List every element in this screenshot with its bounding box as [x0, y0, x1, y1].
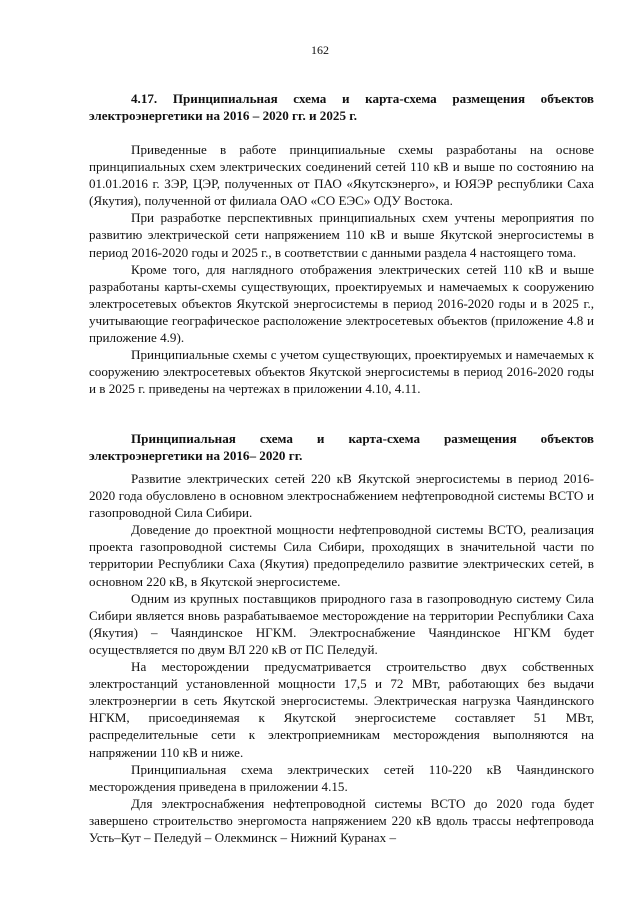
paragraph: Принципиальные схемы с учетом существующих, проектируемых и намечаемых к сооружению электросетевых объектов Якутской энергосистемы в период 2016-2020 годы и в 2025 г. приведены на чертежах в приложении 4.10, 4.11.: [89, 347, 594, 397]
section-heading: 4.17. Принципиальная схема и карта-схема размещения объектов электроэнергетики на 2016 – 2020 гг. и 2025 г.: [89, 91, 594, 124]
page-number: 162: [311, 43, 329, 57]
section-4-17-body: [89, 141, 594, 397]
paragraph: Развитие электрических сетей 220 кВ Якутской энергосистемы в период 2016-2020 года обусловлено в основном электроснабжением нефтепроводной системы ВСТО и газопроводной Сила Сибири.: [89, 471, 594, 521]
subsection-heading-block: [89, 430, 594, 464]
paragraph: Приведенные в работе принципиальные схемы разработаны на основе принципиальных схем электрических соединений сетей 110 кВ и выше по состоянию на 01.01.2016 г. ЗЭР, ЦЭР, полученных от ПАО «Якутскэнерго», и ЮЯЭР республики Саха (Якутия), полученной от филиала ОАО «СО ЕЭС» ОДУ Востока.: [89, 142, 594, 209]
paragraph: На месторождении предусматривается строительство двух собственных электростанций установленной мощности 17,5 и 72 МВт, работающих без выдачи электроэнергии в сеть Якутской энергосистемы. Электрическая нагрузка Чаяндинского НГКМ, присоединяемая к Якутской энергосистеме составляет 51 МВт, распределительные сети к электроприемникам месторождения выполняются на напряжении 110 кВ и ниже.: [89, 659, 594, 760]
paragraph: Доведение до проектной мощности нефтепроводной системы ВСТО, реализация проекта газопроводной системы Сила Сибири, проходящих в значительной части по территории Республики Саха (Якутия) предопределило развитие электрических сетей, в основном 220 кВ, в Якутской энергосистеме.: [89, 522, 594, 589]
subsection-body: [89, 470, 594, 846]
paragraph: При разработке перспективных принципиальных схем учтены мероприятия по развитию электрической сети напряжением 110 кВ и выше Якутской энергосистемы в период 2016-2020 годы и 2025 г., в соответствии с данными раздела 4 настоящего тома.: [89, 210, 594, 260]
paragraph: Для электроснабжения нефтепроводной системы ВСТО до 2020 года будет завершено строительство энергомоста напряжением 220 кВ вдоль трассы нефтепровода Усть–Кут – Пеледуй – Олекминск – Нижний Куранах –: [89, 795, 594, 845]
paragraph: Принципиальная схема электрических сетей 110-220 кВ Чаяндинского месторождения приведена в приложении 4.15.: [89, 761, 594, 794]
paragraph: Кроме того, для наглядного отображения электрических сетей 110 кВ и выше разработаны карты-схемы существующих, проектируемых и намечаемых к сооружению электросетевых объектов Якутской энергосистемы в период 2016-2020 годы и в 2025 г., учитывающие географическое расположение электросетевых объектов (приложение 4.8 и приложение 4.9).: [89, 261, 594, 346]
section-4-17-heading-block: [89, 90, 594, 124]
paragraph: Одним из крупных поставщиков природного газа в газопроводную систему Сила Сибири является вновь разрабатываемое месторождение на территории Республики Саха (Якутия) – Чаяндинское НГКМ. Электроснабжение Чаяндинское НГКМ будет осуществляется по двум ВЛ 220 кВ от ПС Пеледуй.: [89, 590, 594, 657]
subsection-heading: Принципиальная схема и карта-схема размещения объектов электроэнергетики на 2016– 2020 гг.: [89, 431, 594, 464]
